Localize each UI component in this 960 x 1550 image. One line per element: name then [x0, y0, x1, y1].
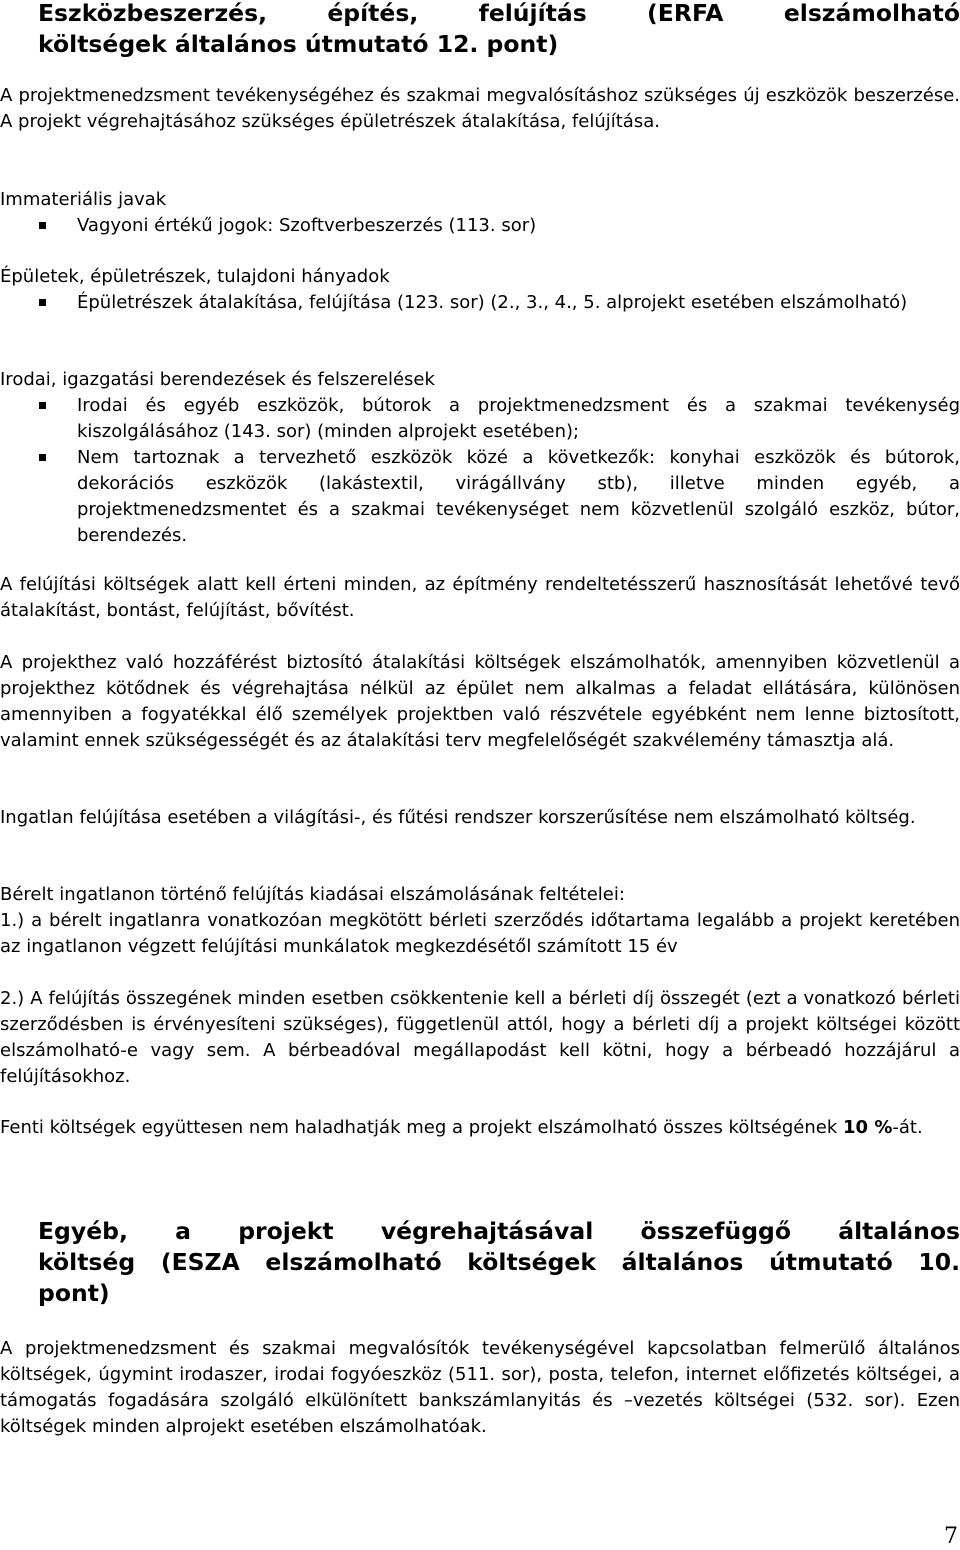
bullet-icon — [39, 454, 46, 461]
rented-condition-1: 1.) a bérelt ingatlanra vonatkozóan megkötött bérleti szerződés időtartama legalább a projekt keretében az ingatlanon végzett felújítási munkálatok megkezdésétől számított 15 év — [0, 910, 960, 957]
bullet-icon — [39, 402, 46, 409]
cost-limit-percent: 10 % — [843, 1117, 893, 1138]
list-item — [0, 290, 960, 316]
section-7-intro: A projektmenedzsment tevékenységéhez és szakmai megvalósításhoz szükséges új eszközök beszerzése. A projekt végrehajtásához szükséges épületrészek átalakítása, felújítása. — [0, 85, 960, 132]
immaterial-list — [0, 213, 960, 239]
section-8-title-line1: Egyéb, a projekt végrehajtásával összefüggő általános — [38, 1217, 960, 1245]
section-7-number — [0, 0, 38, 29]
list-item-text: Nem tartoznak a tervezhető eszközök közé a következők: konyhai eszközök és bútorok, dekorációs eszközök (lakástextil, virágállvány stb), illetve minden egyéb, a projektmenedzsmentet és a szakmai tevékenységet nem közvetlenül szolgáló eszköz, bútor, berendezés. — [77, 447, 960, 546]
buildings-list — [0, 290, 960, 316]
list-item-text: Vagyoni értékű jogok: Szoftverbeszerzés (113. sor) — [77, 215, 537, 236]
section-7-title-line1: Eszközbeszerzés, építés, felújítás (ERFA elszámolható — [38, 0, 960, 27]
office-heading: Irodai, igazgatási berendezések és felszerelések — [0, 369, 435, 390]
section-8-heading — [0, 1216, 960, 1309]
section-8-heading-line1 — [0, 1216, 960, 1247]
section-8-title-line2: költség (ESZA elszámolható költségek általános útmutató 10. — [38, 1248, 960, 1276]
cost-limit-text-before: Fenti költségek együttesen nem haladhatják meg a projekt elszámolható összes költségének — [0, 1117, 843, 1138]
immaterial-heading: Immateriális javak — [0, 189, 167, 210]
page-number: 7 — [944, 1524, 958, 1549]
lighting-heating-paragraph: Ingatlan felújítása esetében a világítási-, és fűtési rendszer korszerűsítése nem elszámolható költség. — [0, 807, 916, 828]
section-7-heading-line1 — [0, 0, 960, 29]
section-8-number — [0, 1216, 38, 1247]
cost-limit-paragraph — [0, 1115, 960, 1141]
list-item-text: Épületrészek átalakítása, felújítása (123. sor) (2., 3., 4., 5. alprojekt esetében elszámolható) — [77, 292, 908, 313]
list-item — [0, 393, 960, 445]
section-7-heading — [0, 0, 960, 60]
bullet-icon — [39, 222, 46, 229]
access-costs-paragraph: A projekthez való hozzáférést biztosító átalakítási költségek elszámolhatók, amennyiben közvetlenül a projekthez kötődnek és végrehajtása nélkül az épület nem alkalmas a feladat ellátására, különösen amennyiben a fogyatékkal élő személyek projektben való részvétele egyébként nem lenne biztosított, valamint ennek szükségességét és az átalakítási terv megfelelőségét szakvélemény támasztja alá. — [0, 652, 960, 751]
section-8-body: A projektmenedzsment és szakmai megvalósítók tevékenységével kapcsolatban felmerülő általános költségek, úgymint irodaszer, irodai fogyóeszköz (511. sor), posta, telefon, internet előfizetés költségei, a támogatás fogadására szolgáló elkülönített bankszámlanyitás és –vezetés költségei (532. sor). Ezen költségek minden alprojekt esetében elszámolhatóak. — [0, 1338, 960, 1437]
cost-limit-text-after: -át. — [892, 1117, 923, 1138]
list-item-text: Irodai és egyéb eszközök, bútorok a projektmenedzsment és a szakmai tevékenység kiszolgálásához (143. sor) (minden alprojekt esetében); — [77, 395, 960, 442]
buildings-heading: Épületek, épületrészek, tulajdoni hányadok — [0, 266, 390, 287]
office-list — [0, 393, 960, 549]
section-8-title-line3: pont) — [38, 1279, 110, 1307]
list-item — [0, 445, 960, 549]
list-item — [0, 213, 960, 239]
section-7-title-line2: költségek általános útmutató 12. pont) — [38, 30, 559, 58]
rented-property-heading: Bérelt ingatlanon történő felújítás kiadásai elszámolásának feltételei: — [0, 884, 625, 905]
bullet-icon — [39, 299, 46, 306]
renovation-definition: A felújítási költségek alatt kell érteni minden, az építmény rendeltetésszerű hasznosítását lehetővé tevő átalakítást, bontást, felújítást, bővítést. — [0, 574, 960, 621]
rented-condition-2: 2.) A felújítás összegének minden esetben csökkentenie kell a bérleti díj összegét (ezt a vonatkozó bérleti szerződésben is érvényesíteni szükséges), függetlenül attól, hogy a bérleti díj a projekt költségei között elszámolható-e vagy sem. A bérbeadóval megállapodást kell kötni, hogy a bérbeadó hozzájárul a felújításokhoz. — [0, 988, 960, 1087]
